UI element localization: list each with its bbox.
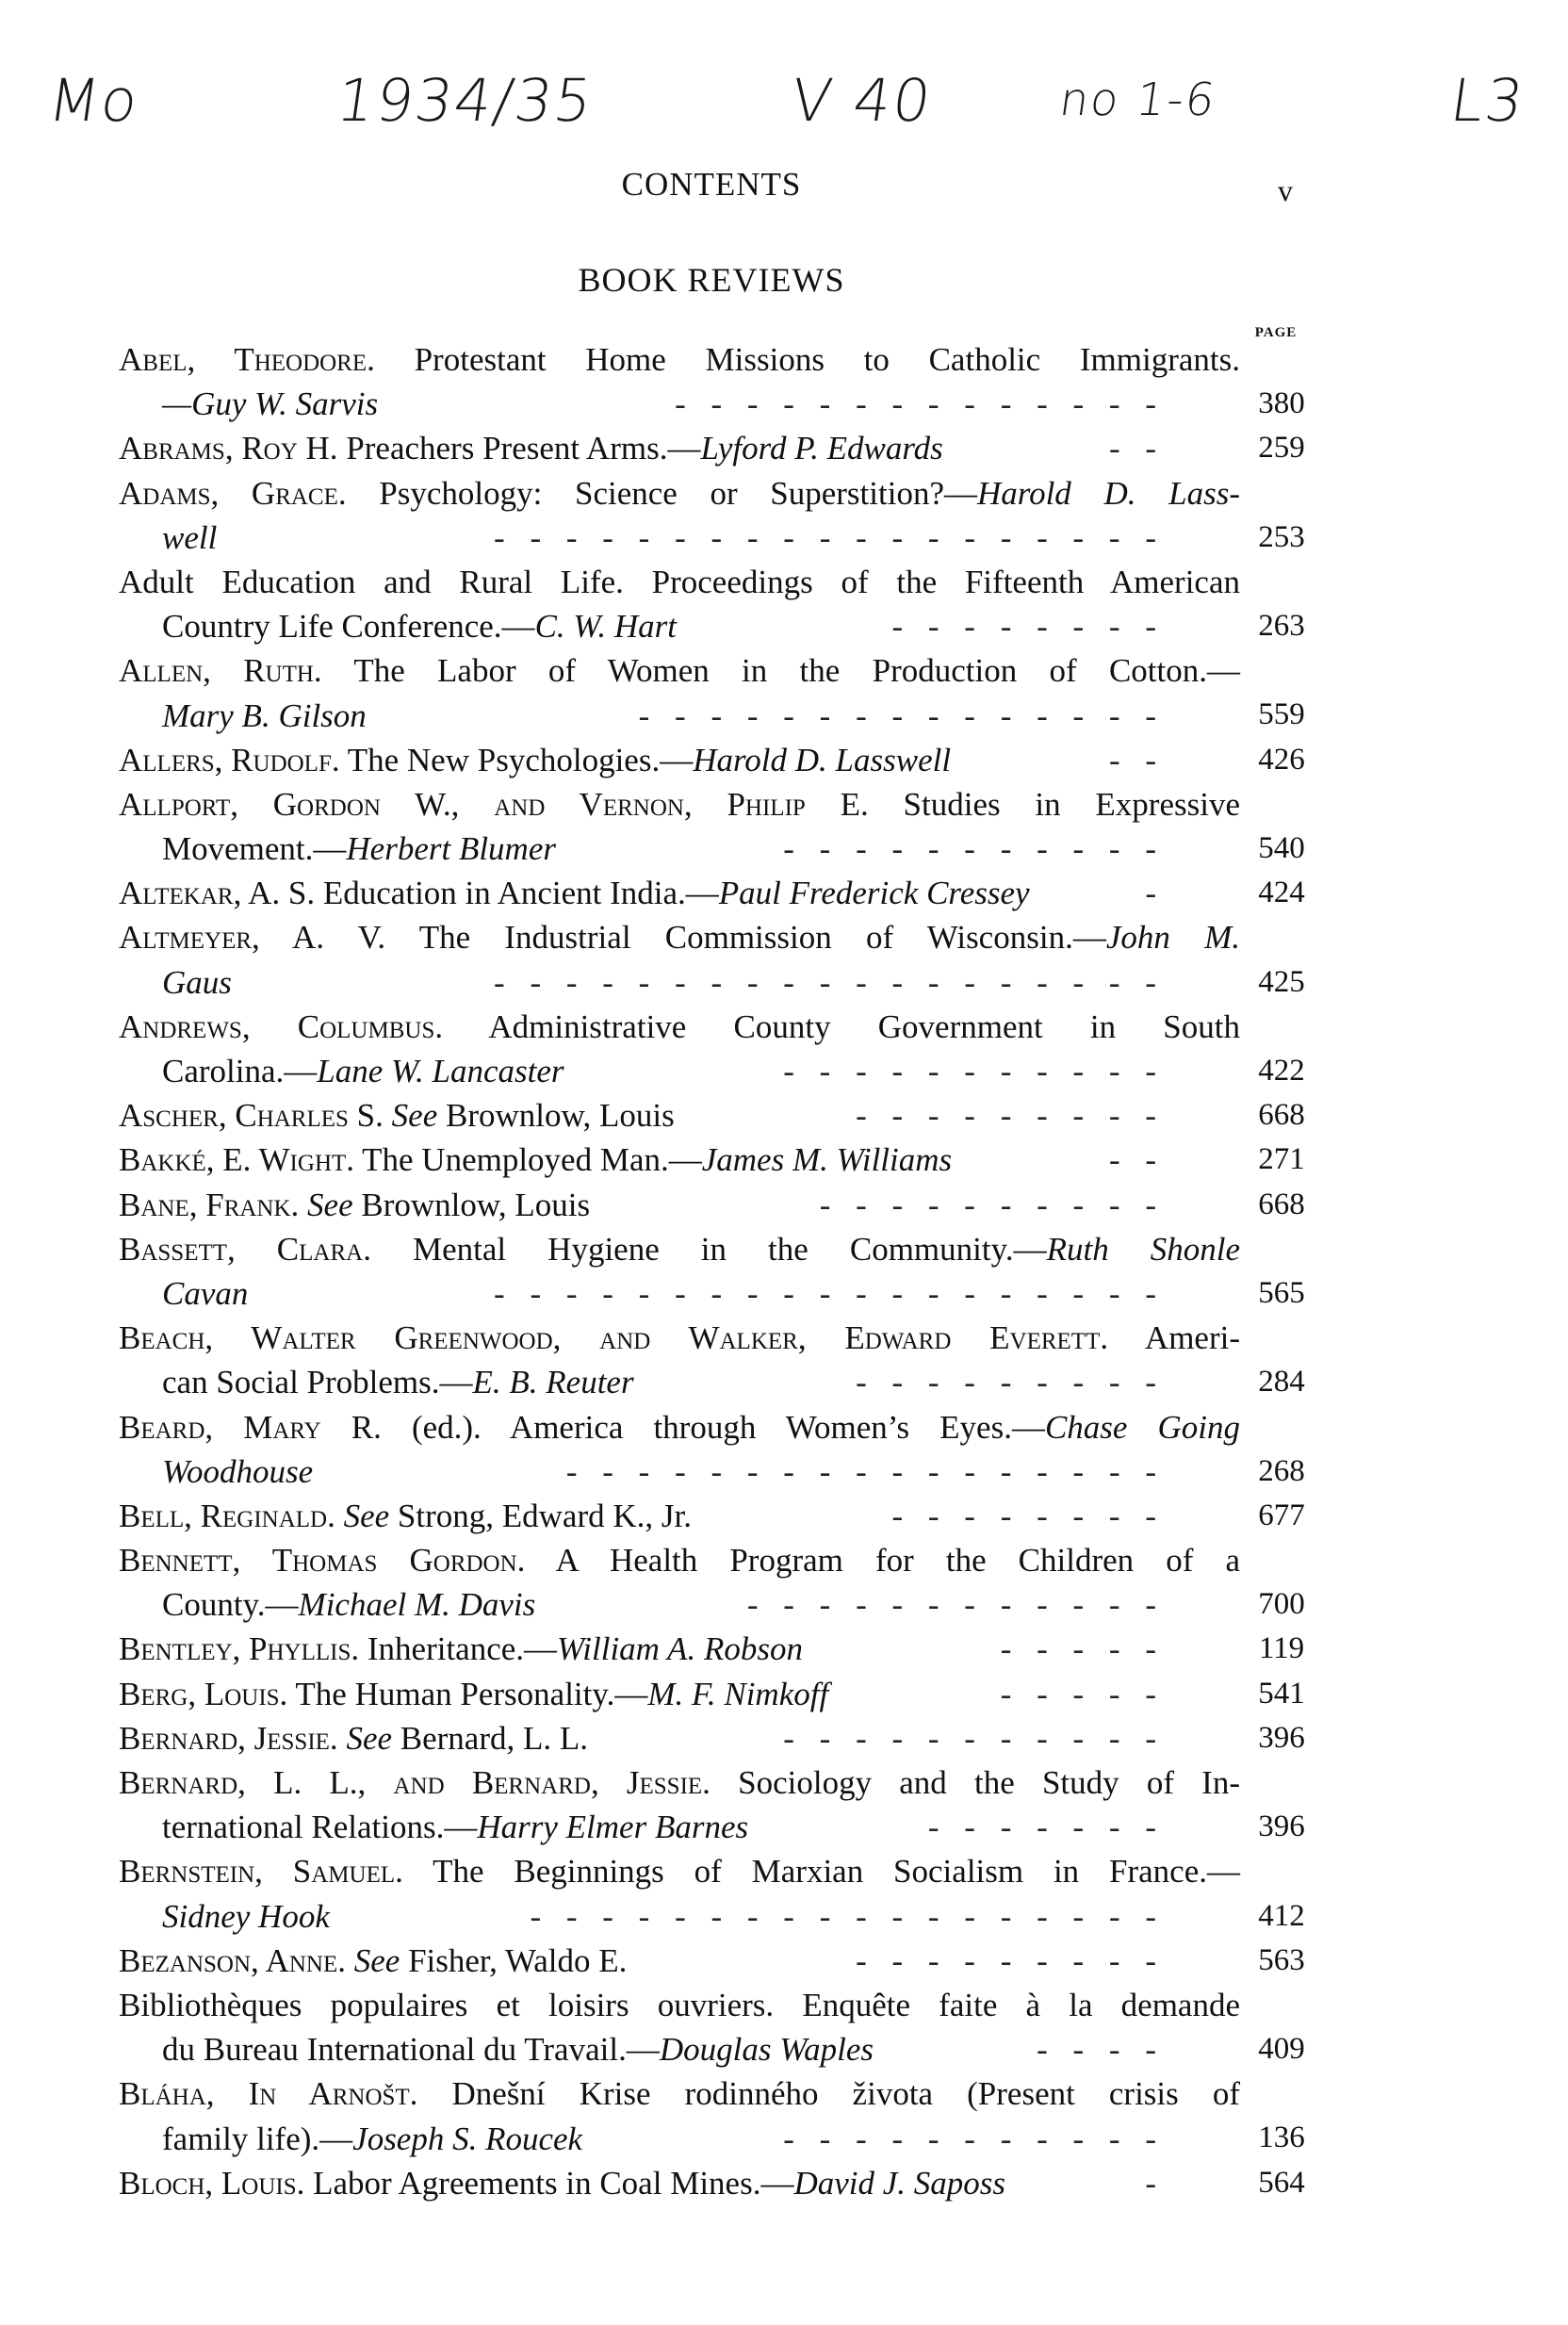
author-name: Bakké, E. Wight. [119, 1141, 355, 1179]
entry-text: Strong, Edward K., Jr. [389, 1497, 692, 1534]
entry-line [119, 1627, 1240, 1671]
entry-line [119, 560, 1240, 604]
reviewer-name: James M. Williams [701, 1141, 953, 1179]
review-entry [119, 1005, 1315, 1093]
see-reference: See [345, 1941, 400, 1979]
page-folio: v [1278, 173, 1293, 207]
entry-line [119, 1449, 1240, 1494]
author-name: Bláha, In Arnošt. [119, 2075, 418, 2113]
author-name: Beard, Mary R. [119, 1408, 382, 1446]
entry-text: Education in Ancient India.— [315, 875, 719, 912]
author-name: Bennett, Thomas Gordon. [119, 1542, 526, 1580]
dot-leader: - - - - - - - - - - - - - - - - - - - [494, 1274, 1165, 1312]
page-number: 253 [1258, 519, 1305, 554]
review-entry [119, 738, 1315, 782]
entry-line [119, 1494, 1240, 1538]
page-number: 668 [1258, 1098, 1305, 1133]
entry-line [119, 738, 1240, 782]
entry-text: Labor Agreements in Coal Mines.— [304, 2164, 794, 2202]
page-number: 263 [1258, 609, 1305, 644]
dot-leader: - - [1108, 1141, 1165, 1179]
review-entry [119, 426, 1315, 470]
entry-text: The Labor of Women in the Production of Cotton.— [321, 652, 1240, 690]
book-review-list [119, 337, 1315, 2205]
author-name: Abrams, Roy H. [119, 430, 338, 467]
author-name: Abel, Theodore. [119, 341, 375, 378]
page-number: 119 [1258, 1631, 1305, 1666]
entry-text: Bernard, L. L. [392, 1719, 588, 1757]
author-name: Andrews, Columbus. [119, 1007, 444, 1045]
reviewer-name: Harry Elmer Barnes [477, 1809, 749, 1846]
dot-leader: - - - - - - - - - - - - - - - - - - - [494, 963, 1165, 1001]
review-entry [119, 1538, 1315, 1627]
review-entry [119, 1627, 1315, 1671]
reviewer-name: Lane W. Lancaster [317, 1053, 564, 1089]
reviewer-name: David J. Saposs [793, 2164, 1006, 2202]
entry-line [119, 1093, 1240, 1138]
entry-line [119, 1538, 1240, 1582]
entry-line [119, 1805, 1240, 1849]
page-number: 424 [1258, 876, 1305, 910]
page-number: 541 [1258, 1676, 1305, 1711]
review-entry [119, 1672, 1315, 1716]
page-number: 380 [1258, 386, 1305, 421]
review-entry [119, 1183, 1315, 1227]
reviewer-name: M. F. Nimkoff [647, 1675, 829, 1712]
dot-leader: - - - - - - - - - - [819, 1186, 1165, 1223]
author-name: Bane, Frank. [119, 1186, 300, 1223]
entry-line [119, 382, 1240, 426]
page-number: 540 [1258, 831, 1305, 866]
author-name: Altmeyer, A. V. [119, 919, 386, 957]
entry-line [119, 1138, 1240, 1182]
entry-text: The New Psychologies.— [339, 741, 694, 778]
handwritten-note-5: L3 [1446, 66, 1530, 135]
entry-line [119, 694, 1240, 738]
review-entry [119, 2071, 1315, 2160]
reviewer-name: Harold D. Lasswell [693, 741, 952, 778]
page-number: 564 [1258, 2165, 1305, 2200]
entry-line [119, 337, 1240, 382]
page-number: 412 [1258, 1898, 1305, 1933]
review-entry [119, 1983, 1315, 2071]
entry-text: Movement.— [162, 830, 347, 868]
entry-line [119, 2117, 1240, 2161]
dot-leader: - - - - - - - - - - - - - - - - - - - [494, 518, 1165, 556]
page-number: 425 [1258, 964, 1305, 999]
entry-line [119, 827, 1240, 871]
entry-line [119, 1049, 1240, 1093]
entry-line [119, 1271, 1240, 1316]
page-number: 677 [1258, 1498, 1305, 1532]
entry-line [119, 915, 1240, 959]
entry-text: Dnešní Krise rodinného života (Present crisis of [417, 2075, 1240, 2113]
entry-text: Sociology and the Study of In- [710, 1764, 1240, 1801]
page-number: 136 [1258, 2120, 1305, 2155]
page-header-title: CONTENTS [621, 166, 802, 203]
reviewer-name: Herbert Blumer [346, 830, 556, 868]
entry-text: A Health Program for the Children of a [525, 1542, 1241, 1580]
entry-line [119, 782, 1240, 827]
review-entry [119, 1939, 1315, 1983]
review-entry [119, 1760, 1315, 1849]
dot-leader: - - - - - - - - - - - [783, 1053, 1165, 1089]
page-number: 700 [1258, 1587, 1305, 1622]
entry-line [119, 2027, 1240, 2071]
entry-text: family life).— [162, 2120, 353, 2157]
entry-text: Bibliothèques populaires et loisirs ouvriers. Enquête faite à la demande [119, 1986, 1240, 2023]
handwritten-note-1: Mo [43, 66, 144, 135]
author-name: Allen, Ruth. [119, 652, 322, 690]
dot-leader: - - - - [1037, 2031, 1165, 2069]
dot-leader: - - - - - - - - [891, 608, 1165, 646]
entry-text: can Social Problems.— [162, 1364, 473, 1401]
author-name: Berg, Louis. [119, 1675, 288, 1712]
handwritten-note-4: no 1-6 [1056, 74, 1220, 126]
reviewer-name: Douglas Waples [659, 2031, 874, 2069]
author-name: Bloch, Louis. [119, 2164, 305, 2202]
dot-leader: - - - - - - - - - - - - [746, 1586, 1165, 1624]
reviewer-name: C. W. Hart [534, 608, 677, 646]
review-entry [119, 782, 1315, 871]
author-name: Bassett, Clara. [119, 1230, 371, 1268]
entry-text: Studies in Expressive [868, 785, 1240, 823]
page-number: 565 [1258, 1275, 1305, 1310]
page-number: 422 [1258, 1053, 1305, 1088]
entry-text: The Beginnings of Marxian Socialism in France.— [402, 1853, 1240, 1891]
dot-leader: - - - - - - - [927, 1809, 1165, 1846]
entry-text: The Human Personality.— [287, 1675, 648, 1712]
page-number: 426 [1258, 742, 1305, 777]
entry-text: Protestant Home Missions to Catholic Immigrants. [374, 341, 1240, 378]
review-entry [119, 915, 1315, 1004]
entry-line [119, 648, 1240, 693]
entry-text: Fisher, Waldo E. [400, 1941, 628, 1979]
entry-line [119, 1360, 1240, 1404]
review-entry [119, 1849, 1315, 1938]
running-head [0, 166, 1568, 213]
entry-line [119, 1983, 1240, 2027]
see-reference: See [299, 1186, 353, 1223]
reviewer-name: Lyford P. Edwards [700, 430, 943, 467]
author-name: Ascher, Charles S. [119, 1097, 384, 1135]
page-number: 396 [1258, 1720, 1305, 1755]
entry-text: The Industrial Commission of Wisconsin.— [385, 919, 1106, 957]
entry-line [119, 1716, 1240, 1760]
reviewer-name: Cavan [162, 1274, 249, 1312]
page-number: 668 [1258, 1187, 1305, 1221]
page-number: 396 [1258, 1809, 1305, 1844]
dot-leader: - - - - - - - - - - - - - - - - - [565, 1452, 1165, 1490]
dot-leader: - - - - - - - - - [856, 1097, 1165, 1135]
author-name: Beach, Walter Greenwood, and Walker, Edward Everett. [119, 1319, 1109, 1357]
see-reference: See [337, 1719, 393, 1757]
entry-line [119, 1227, 1240, 1271]
author-name: Allers, Rudolf. [119, 741, 340, 778]
entry-text: The Unemployed Man.— [354, 1141, 702, 1179]
dot-leader: - - - - - [1000, 1675, 1165, 1712]
dot-leader: - - - - - - - - - - - - - - - - - - [530, 1897, 1165, 1935]
entry-text: Brownlow, Louis [437, 1097, 675, 1135]
dot-leader: - - - - - - - - - - - [783, 1719, 1165, 1757]
author-name: Adams, Grace. [119, 474, 347, 512]
page-number: 259 [1258, 431, 1305, 466]
handwritten-note-2: 1934/35 [332, 66, 598, 135]
author-name: Bernstein, Samuel. [119, 1853, 403, 1891]
author-name: Allport, Gordon W., and Vernon, Philip E. [119, 785, 869, 823]
dot-leader: - [1145, 875, 1165, 912]
dot-leader: - - - - - - - - - - - - - - [675, 385, 1165, 423]
entry-line [119, 1183, 1240, 1227]
page-number: 268 [1258, 1453, 1305, 1488]
dot-leader: - - - - - - - - - [856, 1364, 1165, 1401]
review-entry [119, 648, 1315, 737]
dot-leader: - - - - - - - - - - - [783, 2120, 1165, 2157]
review-entry [119, 1093, 1315, 1138]
reviewer-name: William A. Robson [557, 1630, 803, 1668]
dot-leader: - - [1108, 430, 1165, 467]
entry-line [119, 1760, 1240, 1805]
entry-line [119, 1582, 1240, 1627]
reviewer-name: John M. [1105, 919, 1240, 957]
reviewer-name: Gaus [162, 963, 232, 1001]
page-number: 409 [1258, 2032, 1305, 2067]
reviewer-name: Paul Frederick Cressey [718, 875, 1030, 912]
entry-line [119, 1939, 1240, 1983]
reviewer-name: Woodhouse [162, 1452, 314, 1490]
review-entry [119, 2161, 1315, 2205]
review-entry [119, 1716, 1315, 1760]
entry-line [119, 2071, 1240, 2116]
section-title: BOOK REVIEWS [578, 261, 845, 299]
entry-line [119, 604, 1240, 648]
entry-text: ternational Relations.— [162, 1809, 478, 1846]
author-name: Bezanson, Anne. [119, 1941, 346, 1979]
entry-text: Mental Hygiene in the Community.— [370, 1230, 1047, 1268]
entry-line [119, 960, 1240, 1005]
dot-leader: - - - - - - - - - - - - - - - [638, 696, 1165, 734]
see-reference: See [335, 1497, 390, 1534]
review-entry [119, 471, 1315, 560]
review-entry [119, 1405, 1315, 1494]
entry-text: du Bureau International du Travail.— [162, 2031, 660, 2069]
review-entry [119, 1227, 1315, 1316]
entry-text: Country Life Conference.— [162, 608, 535, 646]
entry-line [119, 1672, 1240, 1716]
dot-leader: - - - - - - - - - - - [783, 830, 1165, 868]
review-entry [119, 1316, 1315, 1404]
author-name: Bell, Reginald. [119, 1497, 335, 1534]
entry-line [119, 1849, 1240, 1893]
entry-line [119, 2161, 1240, 2205]
entry-text: County.— [162, 1586, 299, 1624]
author-name: Bernard, L. L., and Bernard, Jessie. [119, 1764, 710, 1801]
page-number: 271 [1258, 1142, 1305, 1177]
entry-text: Adult Education and Rural Life. Proceedings of the Fifteenth American [119, 563, 1240, 600]
review-entry [119, 1138, 1315, 1182]
page-number: 563 [1258, 1942, 1305, 1977]
page-number: 284 [1258, 1365, 1305, 1400]
dot-leader: - - [1108, 741, 1165, 778]
entry-line [119, 516, 1240, 560]
page-number: 559 [1258, 697, 1305, 732]
author-name: Bentley, Phyllis. [119, 1630, 360, 1668]
reviewer-name: Chase Going [1044, 1408, 1241, 1446]
reviewer-name: E. B. Reuter [472, 1364, 634, 1401]
author-name: Altekar, A. S. [119, 875, 316, 912]
reviewer-name: Michael M. Davis [298, 1586, 536, 1624]
review-entry [119, 560, 1315, 648]
dot-leader: - - - - - - - - - [856, 1941, 1165, 1979]
entry-text: Ameri- [1108, 1319, 1240, 1357]
entry-line [119, 471, 1240, 516]
dot-leader: - - - - - [1000, 1630, 1165, 1668]
entry-text: (ed.). America through Women’s Eyes.— [381, 1408, 1045, 1446]
entry-text: Psychology: Science or Superstition?— [346, 474, 977, 512]
reviewer-name: Joseph S. Roucek [352, 2120, 583, 2157]
dot-leader: - [1145, 2164, 1165, 2202]
review-entry [119, 871, 1315, 915]
dot-leader: - - - - - - - - [891, 1497, 1165, 1534]
entry-text: Inheritance.— [359, 1630, 558, 1668]
entry-line [119, 871, 1240, 915]
reviewer-name: Ruth Shonle [1046, 1230, 1240, 1268]
reviewer-name: —Guy W. Sarvis [162, 385, 379, 423]
entry-line [119, 1005, 1240, 1049]
reviewer-name: Sidney Hook [162, 1897, 330, 1935]
page-column-label: PAGE [1254, 325, 1298, 340]
entry-text: Administrative County Government in South [443, 1007, 1240, 1045]
reviewer-name: Harold D. Lass- [976, 474, 1240, 512]
author-name: Bernard, Jessie. [119, 1719, 338, 1757]
entry-line [119, 1316, 1240, 1360]
review-entry [119, 337, 1315, 426]
entry-text: Preachers Present Arms.— [337, 430, 701, 467]
reviewer-name: Mary B. Gilson [162, 696, 367, 734]
entry-line [119, 426, 1240, 470]
entry-text: Brownlow, Louis [352, 1186, 591, 1223]
see-reference: See [383, 1097, 438, 1135]
entry-line [119, 1894, 1240, 1939]
reviewer-name: well [162, 518, 218, 556]
entry-line [119, 1405, 1240, 1449]
entry-text: Carolina.— [162, 1053, 318, 1089]
review-entry [119, 1494, 1315, 1538]
handwritten-note-3: V 40 [786, 66, 938, 135]
